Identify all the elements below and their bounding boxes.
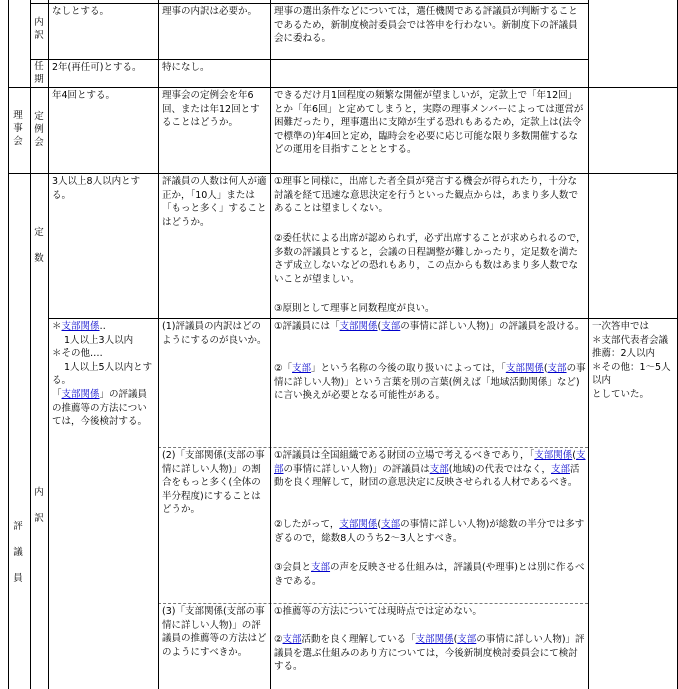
link-shibu[interactable]: 支部 <box>292 363 312 374</box>
link-shibu[interactable]: 支部 <box>282 634 302 645</box>
link-shibu-kankei[interactable]: 支部関係 <box>505 363 544 374</box>
cell-issue: 評議員の人数は何人が適正か，「10人」または「もっと多く」することはどうか。 <box>162 176 267 228</box>
link-shibu-kankei[interactable]: 支部関係 <box>339 519 378 530</box>
link-shibu[interactable]: 支部 <box>547 363 567 374</box>
cell-answer-p1: ①評議員には「支部関係(支部の事情に詳しい人物)」の評議員を設ける。 <box>274 321 585 332</box>
cell-answer: 理事の選出条件などについては，選任機関である評議員が判断することであるため，新制度検討委員会では答申を行わない。新制度下の評議員会に委ねる。 <box>274 6 578 45</box>
cell-issue: 理事の内訳は必要か。 <box>162 6 258 17</box>
cell-answer-p1: ①評議員は全国組織である財団の立場で考えるべきであり，「支部関係(支部の事情に詳しい人物)」の評議員は支部(地域)の代表ではなく，支部活動を良く理解して，財団の意思決定に反映させられる人材であるべき。 <box>274 450 586 489</box>
link-shibu-kankei[interactable]: 支部関係 <box>339 321 378 332</box>
link-shibu[interactable]: 支部 <box>429 463 449 475</box>
cell-answer-p1: ①理事と同様に，出席した者全員が発言する機会が得られたり，十分な討議を経て迅速な意思決定を行うといった観点からは，あまり多人数であることは望ましくない。 <box>274 176 579 215</box>
cell-note: 一次答申では ＊支部代表者会議推薦：2人以内 ＊その他：1〜5人以内 としていた。 <box>592 321 671 400</box>
link-shibu[interactable]: 支部 <box>311 562 331 573</box>
col-line <box>588 0 589 689</box>
col-line <box>8 0 9 689</box>
label-teisu: 定 数 <box>34 227 44 264</box>
cell-answer: できるだけ月1回程度の頻繁な開催が望ましいが，定款上で「年12回」とか「年6回」と定めてしまうと，実際の理事メンバーによっては運営が困難だったり，理事選出に支障が生ずる恐れもあるため，定款上は(法令で標準の)年4回と定め，臨時会を必要に応じ可能な限り多数開催するなどの運用を目指すことととする。 <box>274 90 584 156</box>
link-shibu[interactable]: 支部 <box>457 634 477 645</box>
cell-answer-p2: ②支部活動を良く理解している「支部関係(支部の事情に詳しい人物)」評議員を選ぶ仕組みのあり方については，今後新制度検討委員会にて検討する。 <box>274 634 585 673</box>
link-shibu-kankei[interactable]: 支部関係 <box>415 634 454 645</box>
cell-issue: (3)「支部関係(支部の事情に詳しい人物)」の評議員の推薦等の方法はどのようにすべきか。 <box>162 606 267 658</box>
cell-issue: 理事会の定例会を年6回、または年12回とすることはどうか。 <box>162 90 260 129</box>
label-hyogiin: 評 議 員 <box>13 521 23 584</box>
label-ninki: 任 期 <box>34 61 44 85</box>
label-teireikai: 定 例 会 <box>34 111 44 148</box>
cell-answer-p2: ②「支部」という名称の今後の取り扱いによっては，「支部関係(支部の事情に詳しい人物)」という言葉を別の言葉(例えば「地域活動関係」など)に言い換えが必要となる可能性がある。 <box>274 363 586 402</box>
cell-proposal: 2年(再任可)とする。 <box>52 62 142 73</box>
link-shibu-kankei[interactable]: 支部関係 <box>61 388 100 400</box>
row-line-dashed <box>158 603 588 604</box>
row-line <box>8 87 678 88</box>
row-line <box>48 318 678 319</box>
cell-proposal: 3人以上8人以内とする。 <box>52 176 141 201</box>
cell-issue: 特になし。 <box>162 62 210 73</box>
cell-answer-p1: ①推薦等の方法については現時点では定めない。 <box>274 606 482 617</box>
col-line <box>158 0 159 689</box>
cell-answer-p2: ②委任状による出席が認められず，必ず出席することが求められるので，多数の評議員とすると，会議の日程調整が難しかったり，定足数を満たさず成立しないなどの恐れもあり，この点からも数はあまり多人数でないことが望ましい。 <box>274 233 586 285</box>
cell-answer-p3: ③会員と支部の声を反映させる仕組みは，評議員(や理事)とは別に作るべきである。 <box>274 562 585 587</box>
row-line-dashed <box>158 447 588 448</box>
row-line <box>8 173 678 174</box>
link-shibu-kankei[interactable]: 支部関係 <box>534 450 573 461</box>
cell-issue: (1)評議員の内訳はどのようにするのが良いか。 <box>162 321 267 346</box>
row-line <box>30 3 588 4</box>
label-uchiwake-top: 内 訳 <box>34 17 44 41</box>
link-shibu[interactable]: 支部 <box>274 450 586 475</box>
cell-proposal: ＊支部関係‥ 1人以上3人以内 ＊その他‥‥ 1人以上5人以内とする。 「支部関係」の評議員の推薦等の方法については，今後検討する。 <box>52 321 153 428</box>
link-shibu[interactable]: 支部 <box>381 519 401 530</box>
cell-proposal: 年4回とする。 <box>52 90 116 101</box>
col-line <box>48 0 49 689</box>
col-line <box>30 0 31 689</box>
col-line <box>270 0 271 689</box>
label-uchiwake: 内 訳 <box>34 487 44 524</box>
link-shibu[interactable]: 支部 <box>381 321 401 332</box>
link-shibu-kankei[interactable]: 支部関係 <box>61 321 100 332</box>
cell-answer-p2: ②したがって，支部関係(支部の事情に詳しい人物)が総数の半分では多すぎるので，総数8人のうち2〜3人とすべき。 <box>274 519 585 544</box>
cell-proposal: なしとする。 <box>52 6 110 17</box>
cell-issue: (2)「支部関係(支部の事情に詳しい人物)」の割合をもっと多く(全体の半分程度)にすることはどうか。 <box>162 450 265 516</box>
link-shibu[interactable]: 支部 <box>550 463 570 475</box>
row-line <box>30 59 588 60</box>
cell-answer-p3: ③原則として理事と同数程度が良い。 <box>274 303 435 314</box>
label-rijikai: 理 事 会 <box>13 110 23 147</box>
